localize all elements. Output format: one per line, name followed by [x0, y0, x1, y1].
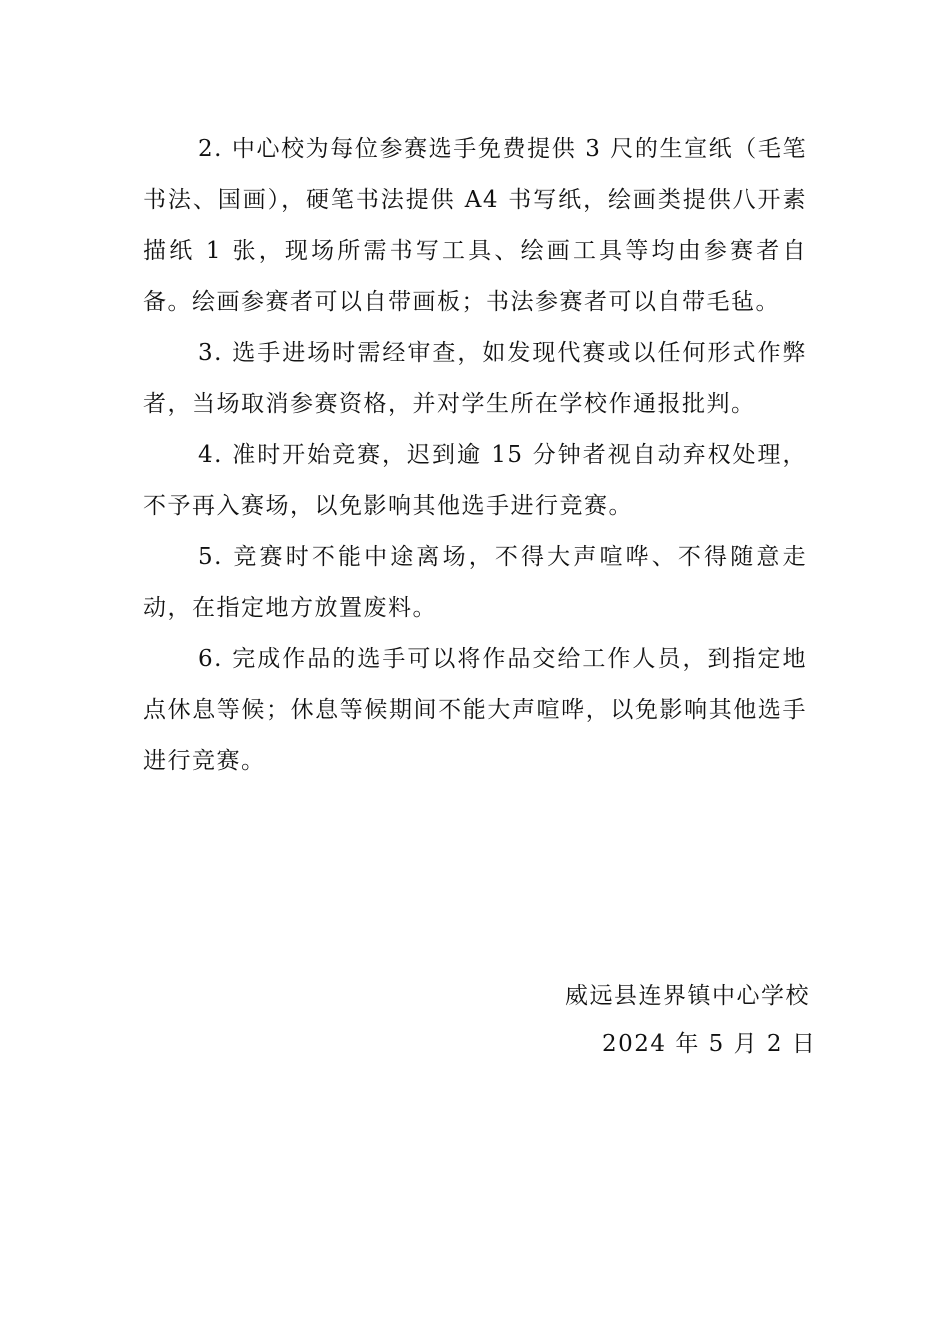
paragraph-rule-4: 4. 准时开始竞赛，迟到逾 15 分钟者视自动弃权处理，不予再入赛场，以免影响其他选手进行竞赛。 — [143, 442, 807, 519]
paragraph-rule-3: 3. 选手进场时需经审查，如发现代赛或以任何形式作弊者，当场取消参赛资格，并对学生所在学校作通报批判。 — [143, 340, 807, 417]
paragraph-rule-2: 2. 中心校为每位参赛选手免费提供 3 尺的生宣纸（毛笔书法、国画），硬笔书法提供 A4 书写纸，绘画类提供八开素描纸 1 张，现场所需书写工具、绘画工具等均由参赛者自备。绘画参赛者可以自带画板；书法参赛者可以自带毛毡。 — [143, 136, 807, 315]
paragraph-rule-6: 6. 完成作品的选手可以将作品交给工作人员，到指定地点休息等候；休息等候期间不能大声喧哗，以免影响其他选手进行竞赛。 — [143, 646, 807, 774]
paragraph-rule-5: 5. 竞赛时不能中途离场，不得大声喧哗、不得随意走动，在指定地方放置废料。 — [143, 544, 807, 621]
document-body — [143, 124, 807, 787]
signature-block — [540, 972, 817, 1068]
signature-organization: 威远县连界镇中心学校 — [565, 983, 810, 1009]
signature-date: 2024 年 5 月 2 日 — [602, 1031, 817, 1057]
